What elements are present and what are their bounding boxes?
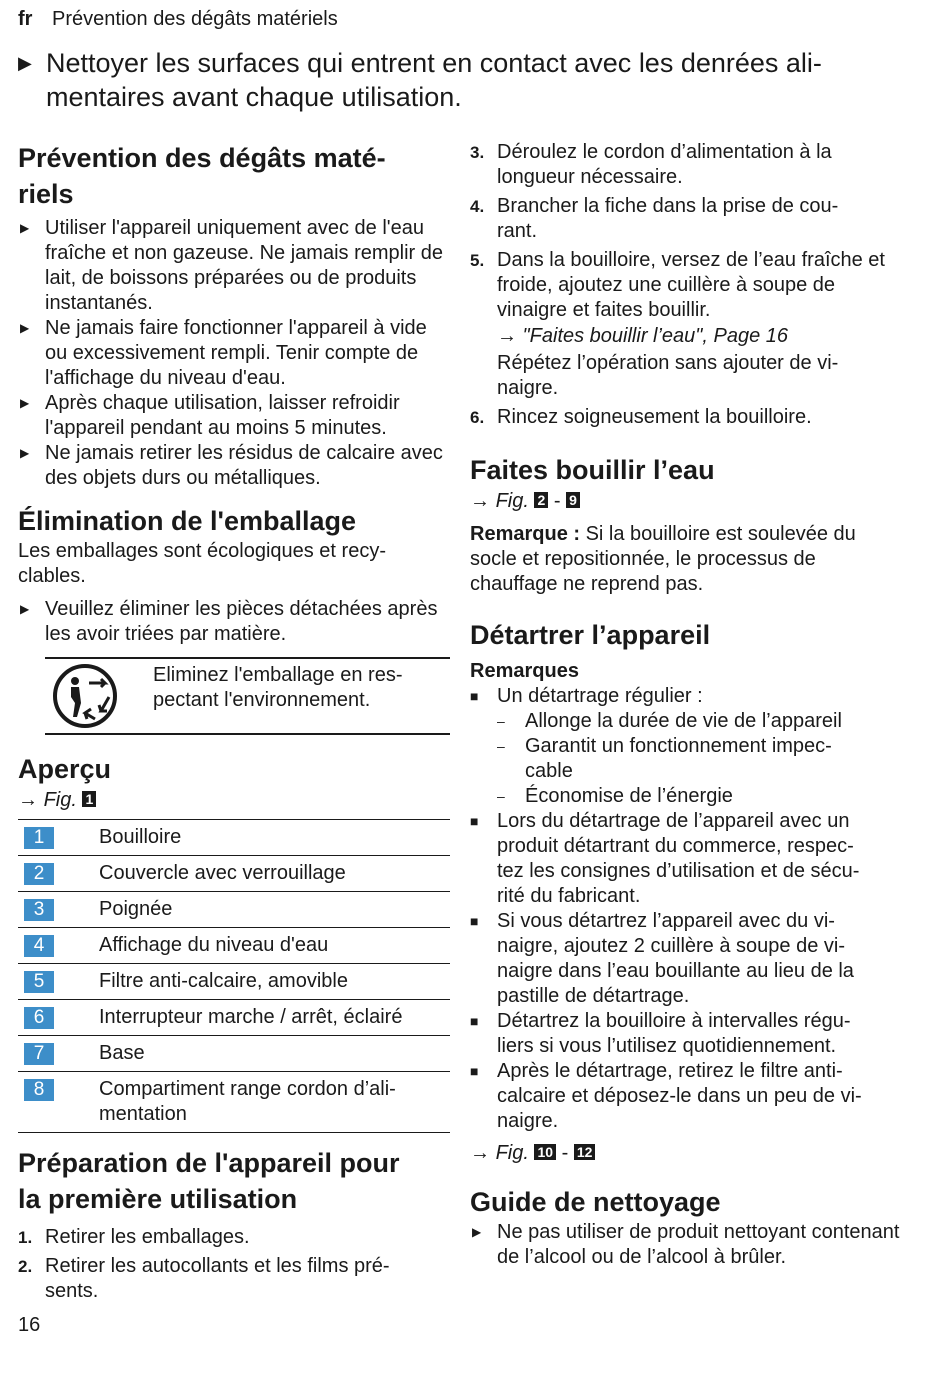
language-code: fr: [18, 8, 33, 30]
table-row: [18, 928, 450, 964]
preparation-steps-continued: [470, 140, 902, 430]
part-label: Affichage du niveau d'eau: [99, 928, 450, 964]
square-bullet-icon: ■: [470, 813, 479, 829]
part-label: Bouilloire: [99, 820, 450, 856]
list-item: ■ Un détartrage régulier : – Allonge la durée de vie de l’appareil – Garantit un fonctionnement impec- cable – Économise de l’énergie: [470, 684, 902, 809]
descale-benefits: [497, 709, 902, 809]
environment-notice-box: [45, 657, 450, 735]
list-item: ▶ Après chaque utilisation, laisser refroidir l'appareil pendant au moins 5 minutes.: [20, 392, 400, 439]
disposal-title: Élimination de l'emballage: [18, 506, 357, 536]
bullet-arrow-icon: ▶: [20, 396, 30, 410]
intro-instruction: [18, 46, 918, 114]
cleaning-list: [470, 1220, 902, 1270]
figure-number-badge: 12: [574, 1144, 596, 1160]
list-item: – Économise de l’énergie: [497, 785, 733, 807]
boil-title: Faites bouillir l’eau: [470, 455, 715, 485]
table-row: [18, 1036, 450, 1072]
list-item: 2. Retirer les autocollants et les films pré- sents.: [18, 1255, 390, 1302]
part-label: Interrupteur marche / arrêt, éclairé: [99, 1000, 450, 1036]
cleaning-title: Guide de nettoyage: [470, 1187, 721, 1217]
part-number-badge: 4: [24, 935, 54, 957]
recycling-triman-icon: [51, 663, 123, 729]
list-item: 3. Déroulez le cordon d’alimentation à la longueur nécessaire.: [470, 141, 832, 188]
damage-prevention-list: [18, 216, 450, 491]
table-row: [18, 1000, 450, 1036]
part-label: Couvercle avec verrouillage: [99, 856, 450, 892]
list-item: ■ Après le détartrage, retirez le filtre anti- calcaire et déposez-le dans un peu de vi- naigre.: [470, 1060, 862, 1132]
bullet-arrow-icon: ▶: [20, 602, 30, 616]
figure-number-badge: 2: [534, 492, 548, 508]
part-number-badge: 1: [24, 827, 54, 849]
descale-list: [470, 684, 902, 1134]
descale-title: Détartrer l’appareil: [470, 620, 711, 650]
figure-reference: → Fig. 1: [18, 787, 450, 813]
list-item: ▶ Ne pas utiliser de produit nettoyant contenant de l’alcool ou de l’alcool à brûler.: [472, 1221, 900, 1268]
list-item: ■ Si vous détartrez l’appareil avec du vi- naigre, ajoutez 2 cuillère à soupe de vi- naigre dans l’eau bouillante au lieu de la pastille de détartrage.: [470, 910, 854, 1007]
bullet-arrow-icon: ▶: [20, 446, 30, 460]
left-column: [18, 140, 450, 1308]
preparation-title: Préparation de l'appareil pour la première utilisation: [18, 1148, 400, 1214]
figure-number-badge: 9: [566, 492, 580, 508]
square-bullet-icon: ■: [470, 688, 479, 704]
square-bullet-icon: ■: [470, 1063, 479, 1079]
part-number-badge: 5: [24, 971, 54, 993]
table-row: [18, 1072, 450, 1133]
list-item: ▶ Utiliser l'appareil uniquement avec de l'eau fraîche et non gazeuse. Ne jamais remplir de lait, de boissons préparées ou de produits instantanés.: [20, 217, 443, 314]
figure-reference: → Fig. 2 - 9: [470, 488, 902, 514]
damage-prevention-title: Prévention des dégâts maté- riels: [18, 143, 386, 209]
bullet-arrow-icon: ▶: [18, 53, 32, 73]
right-column: [470, 140, 902, 1270]
overview-title: Aperçu: [18, 754, 112, 784]
square-bullet-icon: ■: [470, 1013, 479, 1029]
figure-number-badge: 1: [82, 791, 96, 807]
part-number-badge: 2: [24, 863, 54, 885]
part-number-badge: 3: [24, 899, 54, 921]
part-label: Filtre anti-calcaire, amovible: [99, 964, 450, 1000]
bullet-arrow-icon: ▶: [472, 1225, 482, 1239]
list-item: ■ Détartrez la bouilloire à intervalles régu- liers si vous l’utilisez quotidiennement.: [470, 1010, 851, 1057]
list-item: 1. Retirer les emballages.: [18, 1226, 250, 1248]
step-note: Répétez l’opération sans ajouter de vi- naigre.: [497, 352, 839, 399]
list-item: – Garantit un fonctionnement impec- cable: [497, 735, 832, 782]
part-label: Poignée: [99, 892, 450, 928]
list-item: ▶ Veuillez éliminer les pièces détachées après les avoir triées par matière.: [20, 598, 438, 645]
square-bullet-icon: ■: [470, 913, 479, 929]
descale-subtitle: Remarques: [470, 660, 579, 682]
list-item: 6. Rincez soigneusement la bouilloire.: [470, 406, 812, 428]
part-number-badge: 7: [24, 1043, 54, 1065]
list-item: 5. Dans la bouilloire, versez de l’eau fraîche et froide, ajoutez une cuillère à soupe de vinaigre et faites bouillir. → "Faites bouillir l’eau", Page 16 Répétez l’opération sans ajouter de vi- naigre.: [470, 248, 902, 401]
table-row: [18, 820, 450, 856]
part-label: Compartiment range cordon d’ali- mentation: [99, 1072, 450, 1133]
part-number-badge: 8: [24, 1079, 54, 1101]
parts-table: [18, 819, 450, 1133]
bullet-arrow-icon: ▶: [20, 321, 30, 335]
environment-notice-text: Eliminez l'emballage en res- pectant l'environnement.: [153, 664, 403, 711]
part-number-badge: 6: [24, 1007, 54, 1029]
header-title: Prévention des dégâts matériels: [52, 8, 338, 30]
preparation-steps: [18, 1225, 450, 1304]
figure-number-badge: 10: [534, 1144, 556, 1160]
bullet-arrow-icon: ▶: [20, 221, 30, 235]
page-header: [18, 8, 338, 31]
part-label: Base: [99, 1036, 450, 1072]
table-row: [18, 892, 450, 928]
cross-reference-link[interactable]: → "Faites bouillir l’eau", Page 16: [497, 325, 789, 347]
list-item: – Allonge la durée de vie de l’appareil: [497, 710, 842, 732]
list-item: 4. Brancher la fiche dans la prise de cou- rant.: [470, 195, 839, 242]
page-number: 16: [18, 1314, 41, 1336]
list-item: ■ Lors du détartrage de l’appareil avec un produit détartrant du commerce, respec- tez les consignes d’utilisation et de sécu- rité du fabricant.: [470, 810, 860, 907]
disposal-text: Les emballages sont écologiques et recy- clables.: [18, 540, 386, 587]
boil-note: Remarque : Si la bouilloire est soulevée du socle et repositionnée, le processus de chauffage ne reprend pas.: [470, 523, 856, 595]
figure-reference: → Fig. 10 - 12: [470, 1140, 902, 1166]
list-item: ▶ Ne jamais retirer les résidus de calcaire avec des objets durs ou métalliques.: [20, 442, 443, 489]
disposal-list: [18, 597, 450, 647]
intro-text: Nettoyer les surfaces qui entrent en contact avec les denrées ali- mentaires avant chaque utilisation.: [46, 48, 822, 112]
table-row: [18, 856, 450, 892]
table-row: [18, 964, 450, 1000]
list-item: ▶ Ne jamais faire fonctionner l'appareil à vide ou excessivement rempli. Tenir compte de l'affichage du niveau d'eau.: [20, 317, 427, 389]
